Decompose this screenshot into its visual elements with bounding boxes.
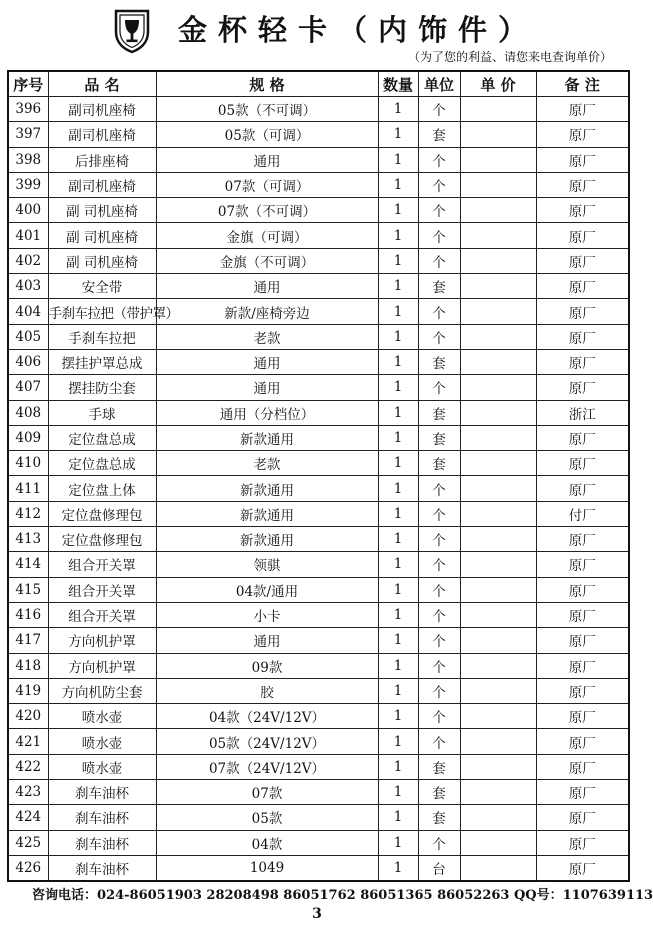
unit-cell: 个	[418, 324, 460, 349]
quantity-cell: 1	[378, 602, 418, 627]
quantity-cell: 1	[378, 400, 418, 425]
brand-logo	[112, 8, 152, 54]
remark-cell: 原厂	[536, 223, 629, 248]
part-name-cell: 摆挂防尘套	[48, 375, 156, 400]
row-index-cell: 424	[8, 805, 48, 830]
part-spec-cell: 通用	[156, 349, 378, 374]
column-header-spec: 规 格	[156, 71, 378, 97]
row-index-cell: 411	[8, 476, 48, 501]
quantity-cell: 1	[378, 451, 418, 476]
part-name-cell: 定位盘总成	[48, 425, 156, 450]
part-name-cell: 刹车油杯	[48, 855, 156, 881]
remark-cell: 原厂	[536, 678, 629, 703]
page-subtitle: （为了您的利益、请您来电查询单价）	[407, 50, 612, 64]
table-header-row	[8, 71, 629, 97]
column-header-index: 序号	[8, 71, 48, 97]
table-row	[8, 501, 629, 526]
row-index-cell: 409	[8, 425, 48, 450]
table-row	[8, 324, 629, 349]
remark-cell: 原厂	[536, 602, 629, 627]
table-row	[8, 805, 629, 830]
part-name-cell: 手球	[48, 400, 156, 425]
part-name-cell: 刹车油杯	[48, 780, 156, 805]
table-row	[8, 172, 629, 197]
unit-cell: 个	[418, 653, 460, 678]
unit-price-cell	[460, 122, 536, 147]
part-spec-cell: 胶	[156, 678, 378, 703]
part-name-cell: 定位盘总成	[48, 451, 156, 476]
part-name-cell: 副 司机座椅	[48, 198, 156, 223]
unit-price-cell	[460, 248, 536, 273]
remark-cell: 原厂	[536, 628, 629, 653]
row-index-cell: 418	[8, 653, 48, 678]
part-name-cell: 副司机座椅	[48, 97, 156, 122]
unit-cell: 个	[418, 628, 460, 653]
remark-cell: 原厂	[536, 805, 629, 830]
unit-price-cell	[460, 501, 536, 526]
row-index-cell: 414	[8, 552, 48, 577]
part-name-cell: 摆挂护罩总成	[48, 349, 156, 374]
remark-cell: 原厂	[536, 425, 629, 450]
unit-cell: 个	[418, 198, 460, 223]
column-header-remark: 备 注	[536, 71, 629, 97]
row-index-cell: 396	[8, 97, 48, 122]
remark-cell: 原厂	[536, 299, 629, 324]
table-row	[8, 754, 629, 779]
row-index-cell: 413	[8, 527, 48, 552]
page-number: 3	[312, 906, 322, 922]
quantity-cell: 1	[378, 248, 418, 273]
remark-cell: 原厂	[536, 476, 629, 501]
quantity-cell: 1	[378, 299, 418, 324]
part-spec-cell: 老款	[156, 324, 378, 349]
unit-cell: 个	[418, 172, 460, 197]
table-row	[8, 678, 629, 703]
table-row	[8, 704, 629, 729]
quantity-cell: 1	[378, 223, 418, 248]
row-index-cell: 410	[8, 451, 48, 476]
remark-cell: 原厂	[536, 527, 629, 552]
part-spec-cell: 05款（不可调）	[156, 97, 378, 122]
unit-cell: 个	[418, 704, 460, 729]
column-header-name: 品 名	[48, 71, 156, 97]
unit-price-cell	[460, 375, 536, 400]
quantity-cell: 1	[378, 678, 418, 703]
quantity-cell: 1	[378, 527, 418, 552]
row-index-cell: 421	[8, 729, 48, 754]
unit-price-cell	[460, 147, 536, 172]
quantity-cell: 1	[378, 552, 418, 577]
part-name-cell: 组合开关罩	[48, 602, 156, 627]
quantity-cell: 1	[378, 754, 418, 779]
column-header-unit-price: 单 价	[460, 71, 536, 97]
unit-price-cell	[460, 678, 536, 703]
table-row	[8, 451, 629, 476]
row-index-cell: 416	[8, 602, 48, 627]
unit-price-cell	[460, 172, 536, 197]
row-index-cell: 408	[8, 400, 48, 425]
quantity-cell: 1	[378, 653, 418, 678]
quantity-cell: 1	[378, 855, 418, 881]
unit-cell: 套	[418, 274, 460, 299]
quantity-cell: 1	[378, 704, 418, 729]
quantity-cell: 1	[378, 97, 418, 122]
row-index-cell: 401	[8, 223, 48, 248]
row-index-cell: 398	[8, 147, 48, 172]
unit-cell: 个	[418, 552, 460, 577]
unit-cell: 个	[418, 476, 460, 501]
part-spec-cell: 领骐	[156, 552, 378, 577]
table-row	[8, 147, 629, 172]
unit-cell: 套	[418, 122, 460, 147]
parts-price-table	[7, 70, 630, 882]
unit-cell: 个	[418, 527, 460, 552]
part-name-cell: 安全带	[48, 274, 156, 299]
table-row	[8, 780, 629, 805]
unit-price-cell	[460, 97, 536, 122]
unit-cell: 个	[418, 577, 460, 602]
quantity-cell: 1	[378, 172, 418, 197]
remark-cell: 原厂	[536, 451, 629, 476]
table-row	[8, 653, 629, 678]
unit-cell: 套	[418, 400, 460, 425]
row-index-cell: 419	[8, 678, 48, 703]
table-row	[8, 400, 629, 425]
part-name-cell: 方向机防尘套	[48, 678, 156, 703]
table-body	[8, 97, 629, 882]
part-spec-cell: 金旗（可调）	[156, 223, 378, 248]
part-spec-cell: 老款	[156, 451, 378, 476]
unit-cell: 个	[418, 830, 460, 855]
row-index-cell: 426	[8, 855, 48, 881]
quantity-cell: 1	[378, 274, 418, 299]
remark-cell: 原厂	[536, 248, 629, 273]
table-row	[8, 602, 629, 627]
unit-price-cell	[460, 780, 536, 805]
part-spec-cell: 新款通用	[156, 425, 378, 450]
part-spec-cell: 小卡	[156, 602, 378, 627]
part-name-cell: 后排座椅	[48, 147, 156, 172]
quantity-cell: 1	[378, 198, 418, 223]
part-spec-cell: 07款（24V/12V）	[156, 754, 378, 779]
part-name-cell: 定位盘修理包	[48, 527, 156, 552]
remark-cell: 原厂	[536, 830, 629, 855]
part-name-cell: 副司机座椅	[48, 122, 156, 147]
part-spec-cell: 05款（24V/12V）	[156, 729, 378, 754]
unit-cell: 个	[418, 248, 460, 273]
part-spec-cell: 新款通用	[156, 476, 378, 501]
row-index-cell: 403	[8, 274, 48, 299]
table-row	[8, 198, 629, 223]
table-header	[8, 71, 629, 97]
part-spec-cell: 通用（分档位）	[156, 400, 378, 425]
table-row	[8, 425, 629, 450]
unit-cell: 个	[418, 97, 460, 122]
page-title: 金杯轻卡（内饰件）	[178, 13, 539, 47]
part-spec-cell: 04款	[156, 830, 378, 855]
unit-cell: 套	[418, 425, 460, 450]
remark-cell: 原厂	[536, 552, 629, 577]
unit-cell: 个	[418, 678, 460, 703]
quantity-cell: 1	[378, 780, 418, 805]
row-index-cell: 407	[8, 375, 48, 400]
remark-cell: 原厂	[536, 172, 629, 197]
table-row	[8, 729, 629, 754]
unit-price-cell	[460, 805, 536, 830]
part-spec-cell: 04款/通用	[156, 577, 378, 602]
row-index-cell: 402	[8, 248, 48, 273]
row-index-cell: 423	[8, 780, 48, 805]
unit-price-cell	[460, 527, 536, 552]
row-index-cell: 417	[8, 628, 48, 653]
table-row	[8, 122, 629, 147]
table-row	[8, 577, 629, 602]
unit-price-cell	[460, 299, 536, 324]
part-spec-cell: 07款	[156, 780, 378, 805]
quantity-cell: 1	[378, 324, 418, 349]
table-row	[8, 349, 629, 374]
table-row	[8, 552, 629, 577]
unit-price-cell	[460, 476, 536, 501]
part-spec-cell: 04款（24V/12V）	[156, 704, 378, 729]
unit-cell: 个	[418, 299, 460, 324]
part-spec-cell: 通用	[156, 375, 378, 400]
part-name-cell: 定位盘上体	[48, 476, 156, 501]
part-name-cell: 刹车油杯	[48, 830, 156, 855]
part-name-cell: 副 司机座椅	[48, 248, 156, 273]
unit-cell: 个	[418, 223, 460, 248]
quantity-cell: 1	[378, 147, 418, 172]
part-name-cell: 喷水壶	[48, 704, 156, 729]
part-name-cell: 手刹车拉把	[48, 324, 156, 349]
part-name-cell: 定位盘修理包	[48, 501, 156, 526]
remark-cell: 原厂	[536, 855, 629, 881]
remark-cell: 原厂	[536, 198, 629, 223]
table-row	[8, 628, 629, 653]
remark-cell: 原厂	[536, 653, 629, 678]
quantity-cell: 1	[378, 805, 418, 830]
remark-cell: 原厂	[536, 375, 629, 400]
part-name-cell: 副司机座椅	[48, 172, 156, 197]
row-index-cell: 406	[8, 349, 48, 374]
part-spec-cell: 通用	[156, 147, 378, 172]
unit-price-cell	[460, 628, 536, 653]
unit-price-cell	[460, 400, 536, 425]
remark-cell: 原厂	[536, 729, 629, 754]
unit-cell: 套	[418, 349, 460, 374]
part-spec-cell: 1049	[156, 855, 378, 881]
unit-price-cell	[460, 830, 536, 855]
unit-price-cell	[460, 704, 536, 729]
table-row	[8, 223, 629, 248]
remark-cell: 浙江	[536, 400, 629, 425]
remark-cell: 原厂	[536, 754, 629, 779]
remark-cell: 原厂	[536, 780, 629, 805]
unit-price-cell	[460, 223, 536, 248]
part-name-cell: 方向机护罩	[48, 628, 156, 653]
unit-cell: 套	[418, 780, 460, 805]
unit-cell: 个	[418, 147, 460, 172]
quantity-cell: 1	[378, 577, 418, 602]
quantity-cell: 1	[378, 476, 418, 501]
quantity-cell: 1	[378, 729, 418, 754]
part-spec-cell: 新款通用	[156, 501, 378, 526]
unit-price-cell	[460, 602, 536, 627]
row-index-cell: 404	[8, 299, 48, 324]
unit-price-cell	[460, 577, 536, 602]
table-row	[8, 855, 629, 881]
row-index-cell: 422	[8, 754, 48, 779]
part-name-cell: 喷水壶	[48, 729, 156, 754]
remark-cell: 原厂	[536, 122, 629, 147]
remark-cell: 原厂	[536, 147, 629, 172]
remark-cell: 原厂	[536, 349, 629, 374]
remark-cell: 原厂	[536, 274, 629, 299]
unit-price-cell	[460, 198, 536, 223]
quantity-cell: 1	[378, 122, 418, 147]
unit-price-cell	[460, 855, 536, 881]
row-index-cell: 400	[8, 198, 48, 223]
unit-cell: 个	[418, 729, 460, 754]
part-spec-cell: 05款	[156, 805, 378, 830]
remark-cell: 原厂	[536, 704, 629, 729]
part-name-cell: 刹车油杯	[48, 805, 156, 830]
remark-cell: 原厂	[536, 324, 629, 349]
table-row	[8, 830, 629, 855]
part-spec-cell: 07款（可调）	[156, 172, 378, 197]
unit-price-cell	[460, 754, 536, 779]
row-index-cell: 425	[8, 830, 48, 855]
unit-price-cell	[460, 653, 536, 678]
table-row	[8, 476, 629, 501]
unit-price-cell	[460, 349, 536, 374]
part-name-cell: 喷水壶	[48, 754, 156, 779]
part-spec-cell: 通用	[156, 274, 378, 299]
part-spec-cell: 新款通用	[156, 527, 378, 552]
part-name-cell: 方向机护罩	[48, 653, 156, 678]
remark-cell: 原厂	[536, 577, 629, 602]
quantity-cell: 1	[378, 349, 418, 374]
quantity-cell: 1	[378, 375, 418, 400]
table-row	[8, 97, 629, 122]
part-spec-cell: 新款/座椅旁边	[156, 299, 378, 324]
part-name-cell: 组合开关罩	[48, 552, 156, 577]
remark-cell: 付厂	[536, 501, 629, 526]
unit-price-cell	[460, 274, 536, 299]
part-spec-cell: 07款（不可调）	[156, 198, 378, 223]
unit-cell: 个	[418, 602, 460, 627]
unit-cell: 套	[418, 805, 460, 830]
row-index-cell: 405	[8, 324, 48, 349]
unit-price-cell	[460, 324, 536, 349]
table-row	[8, 527, 629, 552]
table-row	[8, 248, 629, 273]
row-index-cell: 420	[8, 704, 48, 729]
table-row	[8, 274, 629, 299]
unit-cell: 套	[418, 754, 460, 779]
quantity-cell: 1	[378, 830, 418, 855]
table-row	[8, 375, 629, 400]
part-name-cell: 副 司机座椅	[48, 223, 156, 248]
quantity-cell: 1	[378, 628, 418, 653]
unit-cell: 个	[418, 501, 460, 526]
unit-cell: 个	[418, 375, 460, 400]
quantity-cell: 1	[378, 425, 418, 450]
unit-price-cell	[460, 425, 536, 450]
remark-cell: 原厂	[536, 97, 629, 122]
unit-cell: 套	[418, 451, 460, 476]
row-index-cell: 397	[8, 122, 48, 147]
part-spec-cell: 金旗（不可调）	[156, 248, 378, 273]
part-name-cell: 手刹车拉把（带护罩）	[48, 299, 156, 324]
unit-price-cell	[460, 552, 536, 577]
part-spec-cell: 通用	[156, 628, 378, 653]
part-spec-cell: 09款	[156, 653, 378, 678]
contact-info: 咨询电话：024-86051903 28208498 86051762 86051365 86052263 QQ号：1107639113	[32, 888, 653, 903]
quantity-cell: 1	[378, 501, 418, 526]
unit-price-cell	[460, 729, 536, 754]
part-name-cell: 组合开关罩	[48, 577, 156, 602]
row-index-cell: 415	[8, 577, 48, 602]
part-spec-cell: 05款（可调）	[156, 122, 378, 147]
table-row	[8, 299, 629, 324]
column-header-quantity: 数量	[378, 71, 418, 97]
column-header-unit: 单位	[418, 71, 460, 97]
unit-cell: 台	[418, 855, 460, 881]
unit-price-cell	[460, 451, 536, 476]
row-index-cell: 399	[8, 172, 48, 197]
row-index-cell: 412	[8, 501, 48, 526]
